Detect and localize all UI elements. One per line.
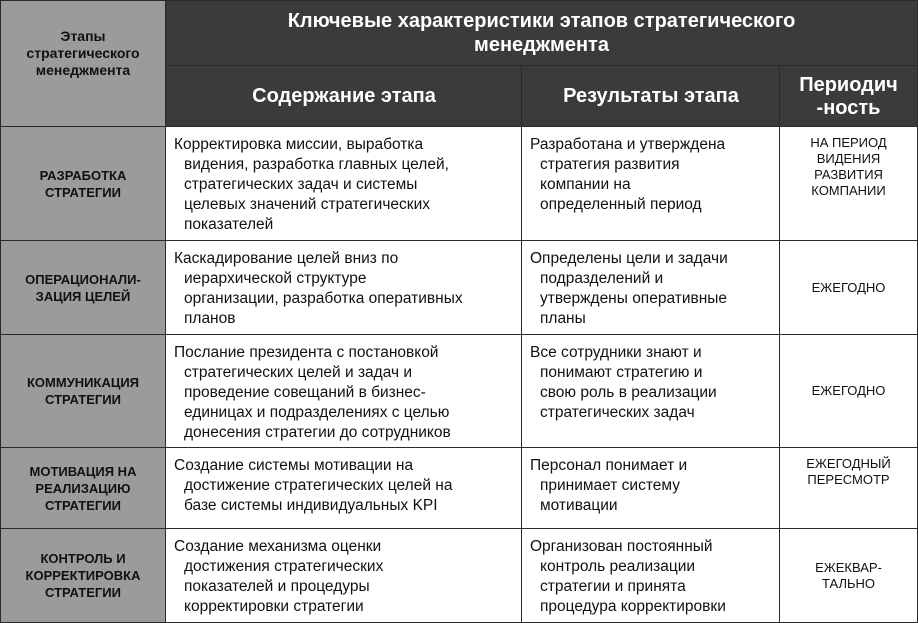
text-line: достижение стратегических целей на [184,477,453,494]
content-header-label: Содержание этапа [252,85,436,107]
text-line: донесения стратегии до сотрудников [184,424,451,441]
text-line: видения, разработка главных целей, [184,156,449,173]
content-column-header [165,65,523,128]
text-line: свою роль в реализации [540,384,717,401]
text-line: Создание механизма оценки [174,538,382,555]
title-line: менеджмента [474,34,609,56]
text-line: организации, разработка оперативных [184,290,463,307]
text-line: корректировки стратегии [184,598,364,615]
stage-cell [0,334,166,448]
text-line: достижения стратегических [184,558,384,575]
title-line: Ключевые характеристики этапов стратегического [287,10,796,32]
text-line: МОТИВАЦИЯ НА [29,463,137,479]
stages-header-line: Этапы [60,27,106,44]
stages-column-header [0,0,166,128]
content-cell [165,126,523,241]
text-line: базе системы индивидуальных KPI [184,497,438,514]
text-line: СТРАТЕГИИ [45,585,121,600]
text-line: стратегических задач [540,404,695,421]
text-line: мотивации [540,497,618,514]
text-line: КОНТРОЛЬ И [40,551,126,566]
results-cell [521,240,781,335]
stage-cell [0,528,166,623]
text-line: СТРАТЕГИИ [45,392,121,407]
text-line: процедура корректировки [540,598,726,615]
text-line: понимают стратегию и [540,364,703,381]
stages-header-line: менеджмента [35,61,131,78]
results-cell [521,528,781,623]
text-line: контроль реализации [540,558,696,575]
text-line: ЕЖЕГОДНЫЙ [806,456,891,471]
text-line: Разработана и утверждена [530,136,726,153]
text-line: стратегических задач и системы [184,176,418,193]
text-line: показателей [184,216,274,233]
text-line: стратегических целей и задач и [184,364,413,381]
text-line: ВИДЕНИЯ [816,151,881,166]
text-line: Организован постоянный [530,538,713,555]
stage-cell [0,126,166,241]
stages-header-line: стратегического [26,44,140,61]
period-header-line: Периодич [799,73,898,96]
text-line: РАЗРАБОТКА [39,167,127,183]
text-line: КОММУНИКАЦИЯ [26,375,140,390]
text-line: НА ПЕРИОД [810,135,887,150]
content-cell [165,334,523,448]
content-cell [165,528,523,623]
results-column-header [521,65,781,128]
text-line: ПЕРЕСМОТР [807,472,890,487]
text-line: Все сотрудники знают и [530,344,702,361]
text-line: планы [540,310,586,327]
text-line: Создание системы мотивации на [174,457,414,474]
results-cell [521,334,781,448]
period-cell [779,528,918,623]
text-line: ОПЕРАЦИОНАЛИ- [25,271,141,287]
text-line: ЗАЦИЯ ЦЕЛЕЙ [35,288,131,304]
text-line: СТРАТЕГИИ [45,497,121,513]
text-line: Определены цели и задачи [530,250,728,267]
text-line: Каскадирование целей вниз по [174,250,399,267]
text-line: принимает систему [540,477,680,494]
text-line: стратегии и принята [540,578,686,595]
text-line: иерархической структуре [184,270,367,287]
text-line: показателей и процедуры [184,578,370,595]
content-cell [165,240,523,335]
stage-cell [0,240,166,335]
text-line: подразделений и [540,270,664,287]
text-line: определенный период [540,196,702,213]
text-line: ЕЖЕКВАР- [815,559,882,575]
text-line: КОРРЕКТИРОВКА [25,568,141,583]
text-line: КОМПАНИИ [811,183,886,198]
text-line: утверждены оперативные [540,290,728,307]
content-cell [165,447,523,529]
table-title [165,0,918,67]
text-line: РАЗВИТИЯ [814,167,883,182]
stage-cell [0,447,166,529]
period-header-line: -ность [816,96,881,119]
results-cell [521,126,781,241]
text-line: ЕЖЕГОДНО [811,383,886,398]
text-line: целевых значений стратегических [184,196,430,213]
text-line: Послание президента с постановкой [174,344,439,361]
text-line: проведение совещаний в бизнес- [184,384,426,401]
text-line: компании на [540,176,631,193]
period-cell [779,126,918,241]
results-cell [521,447,781,529]
text-line: Персонал понимает и [530,457,688,474]
text-line: ТАЛЬНО [821,575,876,591]
text-line: планов [184,310,236,327]
text-line: ЕЖЕГОДНО [811,279,886,295]
text-line: Корректировка миссии, выработка [174,136,424,153]
results-header-label: Результаты этапа [563,85,739,107]
period-cell [779,240,918,335]
period-column-header [779,65,918,128]
text-line: единицах и подразделениях с целью [184,404,450,421]
text-line: СТРАТЕГИИ [45,184,121,200]
text-line: РЕАЛИЗАЦИЮ [35,480,131,496]
text-line: стратегия развития [540,156,680,173]
period-cell [779,447,918,529]
period-cell [779,334,918,448]
